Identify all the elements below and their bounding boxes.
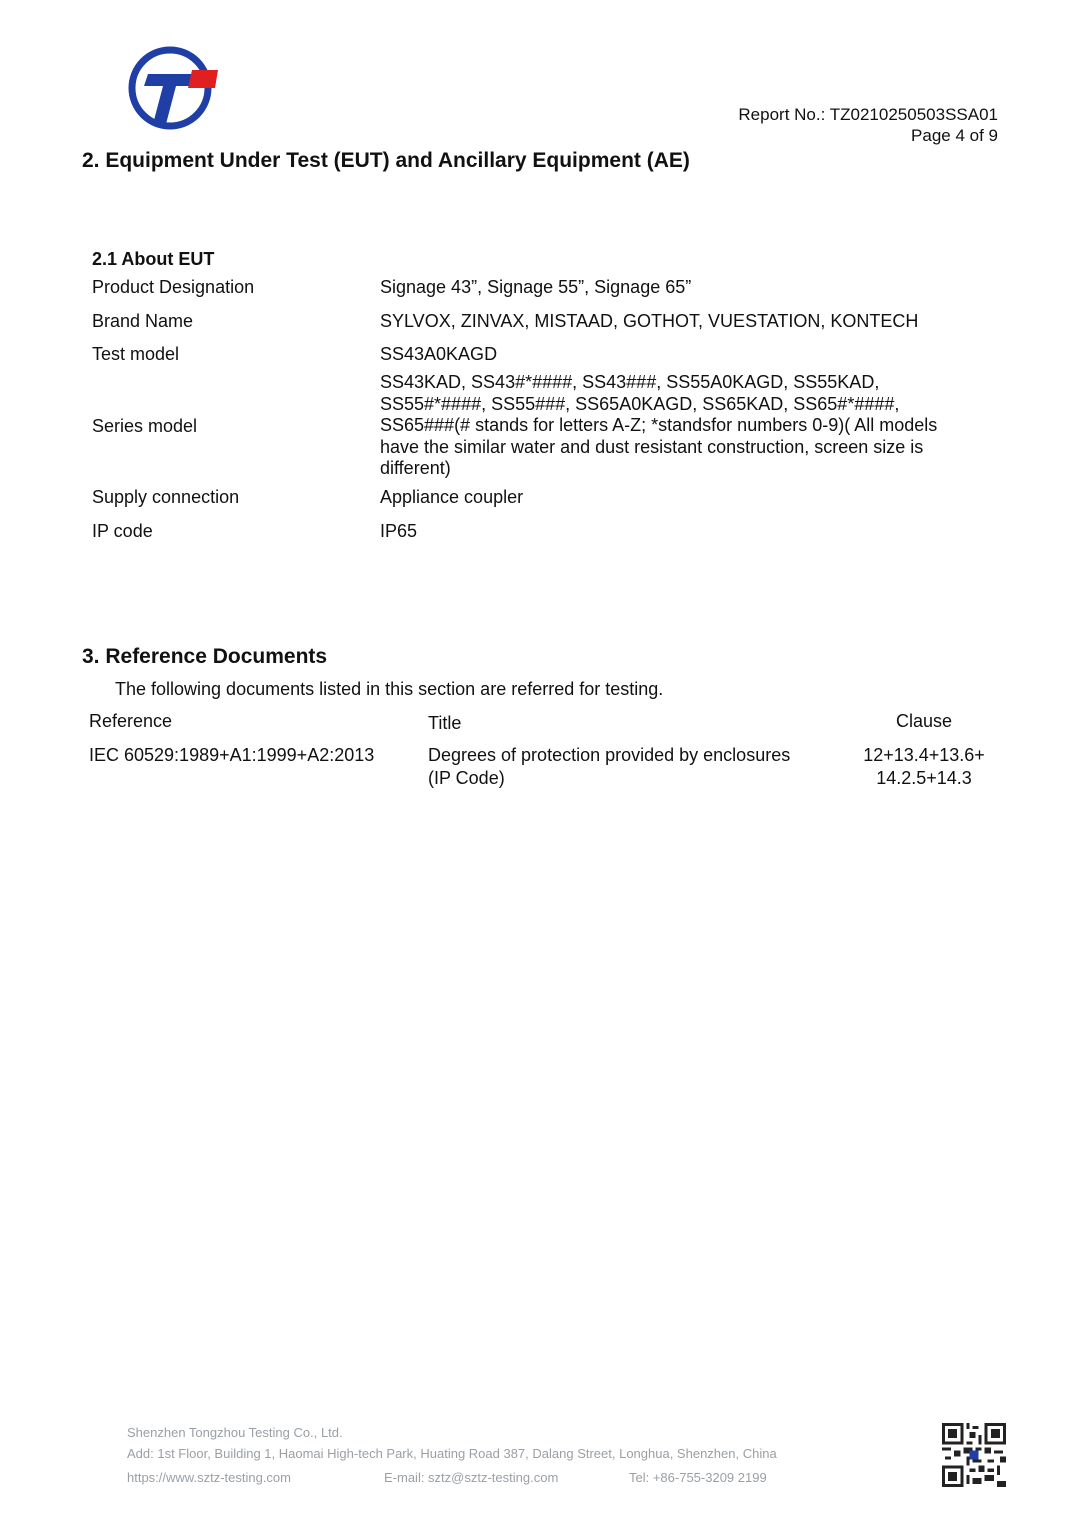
ref-header-reference: Reference — [89, 711, 173, 731]
ref-header-clause: Clause — [895, 711, 953, 731]
page-number: Page 4 of 9 — [911, 126, 998, 145]
series-model-line: SS65###(# stands for letters A-Z; *standsfor numbers 0-9)( All models — [380, 415, 938, 435]
eut-value-supply-connection: Appliance coupler — [380, 487, 524, 507]
eut-label-series-model: Series model — [92, 416, 198, 436]
eut-value-series-model — [380, 372, 990, 480]
ref-clause-line: 12+13.4+13.6+ — [863, 745, 985, 765]
eut-value-product-designation: Signage 43”, Signage 55”, Signage 65” — [380, 277, 692, 297]
series-model-line: SS55#*####, SS55###, SS65A0KAGD, SS65KAD, SS65#*####, — [380, 393, 900, 414]
report-meta — [738, 104, 998, 146]
ref-row-reference: IEC 60529:1989+A1:1999+A2:2013 — [89, 745, 375, 765]
footer-website: https://www.sztz-testing.com — [127, 1470, 291, 1485]
eut-label-product-designation: Product Designation — [92, 277, 255, 297]
eut-value-brand-name: SYLVOX, ZINVAX, MISTAAD, GOTHOT, VUESTATION, KONTECH — [380, 311, 919, 331]
footer-tel: Tel: +86-755-3209 2199 — [629, 1470, 767, 1485]
series-model-line: different) — [380, 458, 451, 478]
eut-label-brand-name: Brand Name — [92, 311, 194, 331]
eut-value-ip-code: IP65 — [380, 521, 418, 541]
eut-label-ip-code: IP code — [92, 521, 153, 541]
eut-label-supply-connection: Supply connection — [92, 487, 240, 507]
eut-label-test-model: Test model — [92, 344, 180, 364]
series-model-line: SS43KAD, SS43#*####, SS43###, SS55A0KAGD, SS55KAD, — [380, 372, 880, 392]
ref-row-clause — [850, 744, 998, 790]
ref-title-line: Degrees of protection provided by enclosures — [428, 745, 791, 765]
series-model-line: have the similar water and dust resistant construction, screen size is — [380, 436, 924, 457]
section-2-title: 2. Equipment Under Test (EUT) and Ancillary Equipment (AE) — [82, 149, 690, 172]
footer-address: Add: 1st Floor, Building 1, Haomai High-tech Park, Huating Road 387, Dalang Street, Longhua, Shenzhen, China — [127, 1446, 777, 1461]
ref-header-title: Title — [428, 713, 462, 733]
eut-value-test-model: SS43A0KAGD — [380, 344, 498, 364]
ref-title-line: (IP Code) — [428, 768, 505, 788]
ref-row-title — [428, 744, 790, 790]
section-2-1-title: 2.1 About EUT — [92, 249, 215, 269]
company-logo — [126, 44, 220, 132]
section-3-title: 3. Reference Documents — [82, 645, 328, 668]
section-3-intro: The following documents listed in this section are referred for testing. — [115, 679, 664, 699]
footer-company: Shenzhen Tongzhou Testing Co., Ltd. — [127, 1425, 343, 1440]
footer-email: E-mail: sztz@sztz-testing.com — [384, 1470, 559, 1485]
report-number: Report No.: TZ0210250503SSA01 — [738, 105, 998, 124]
qr-code-icon — [942, 1423, 1006, 1487]
ref-clause-line: 14.2.5+14.3 — [876, 768, 972, 788]
